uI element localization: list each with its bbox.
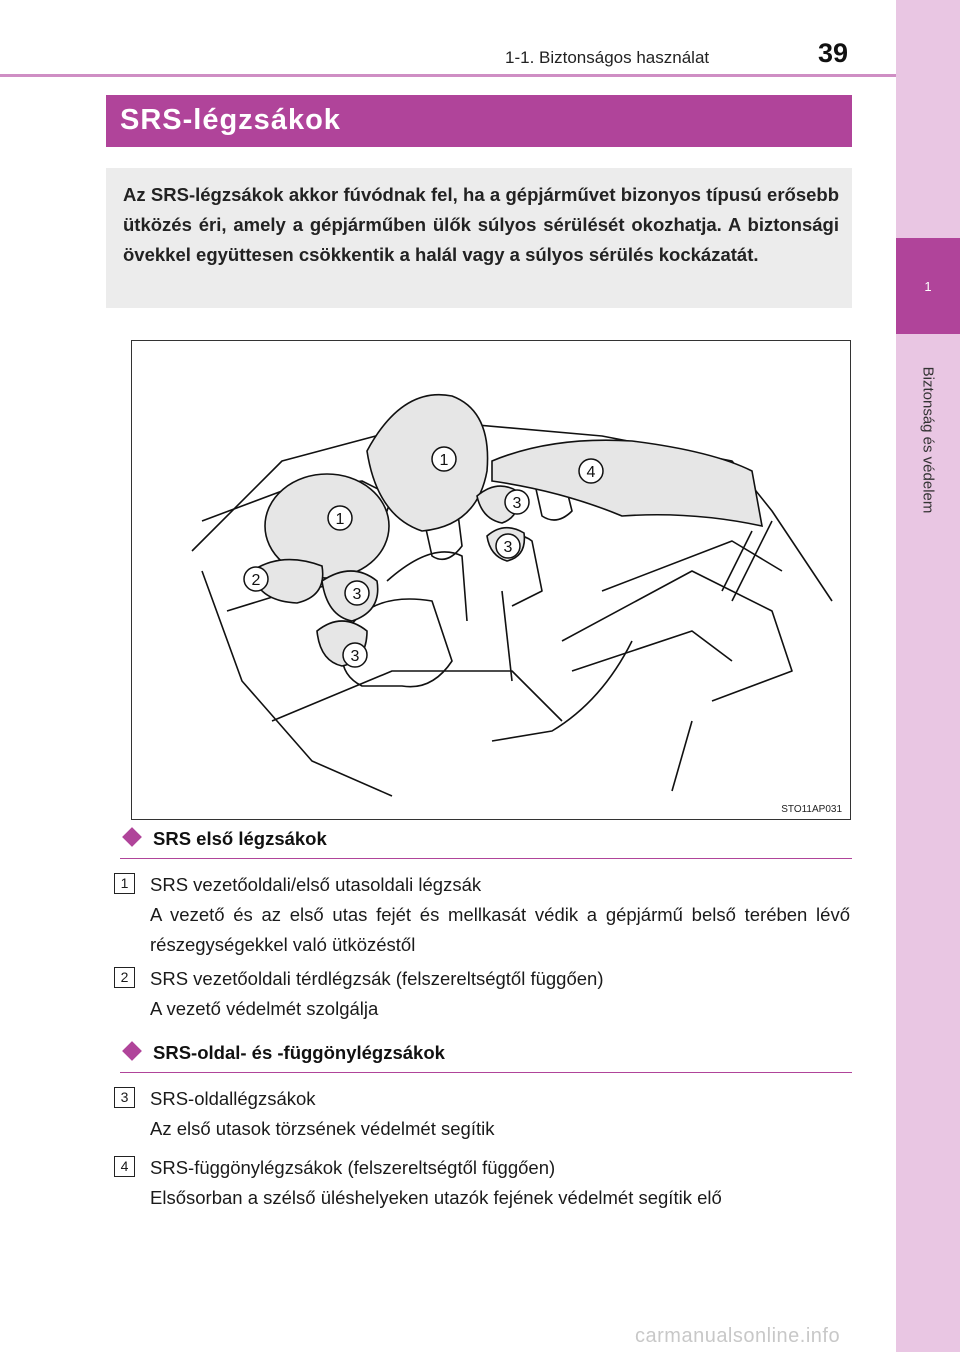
item-title: SRS vezetőoldali térdlégzsák (felszereltségtől függően) [150, 968, 604, 989]
airbag-illustration [131, 340, 851, 820]
section-divider [120, 1072, 852, 1073]
side-tab-strip [896, 0, 960, 1352]
callout-3-right-upper [505, 490, 529, 514]
section-heading-front-airbags [122, 828, 327, 850]
item-description: Az első utasok törzsének védelmét segítik [150, 1118, 495, 1139]
list-item [150, 1084, 850, 1144]
callout-3-left-lower [343, 643, 367, 667]
item-description: Elsősorban a szélső üléshelyeken utazók fejének védelmét segítik elő [150, 1187, 722, 1208]
item-number-badge: 3 [114, 1087, 135, 1108]
item-description: A vezető védelmét szolgálja [150, 998, 379, 1019]
callout-label: 2 [251, 572, 261, 589]
intro-text: Az SRS-légzsákok akkor fúvódnak fel, ha a gépjárművet bizonyos típusú erősebb ütközés éri, amely a gépjárműben ülők súlyos sérülését okozhatja. A biztonsági övekkel együttesen csökkentik a halál vagy a súlyos sérülés kockázatát. [123, 184, 839, 265]
watermark: carmanualsonline.info [635, 1325, 841, 1347]
item-number-badge: 4 [114, 1156, 135, 1177]
section-heading-text: SRS-oldal- és -függönylégzsákok [153, 1042, 445, 1063]
callout-label: 3 [512, 495, 522, 512]
header-divider [0, 74, 896, 77]
diamond-bullet-icon [122, 1041, 142, 1061]
intro-box [106, 168, 852, 308]
callout-label: 4 [586, 464, 596, 481]
car-interior-drawing [132, 341, 852, 821]
callout-label: 3 [503, 539, 513, 556]
callout-2 [244, 567, 268, 591]
callout-label: 1 [335, 511, 345, 528]
chapter-number-tab [896, 238, 960, 334]
chapter-number: 1 [924, 278, 932, 294]
page-number: 39 [818, 38, 849, 68]
item-number-badge: 2 [114, 967, 135, 988]
list-item [150, 870, 850, 960]
chapter-title-vertical: Biztonság és védelem [919, 366, 937, 514]
callout-1-passenger [432, 447, 456, 471]
section-heading-side-curtain-airbags [122, 1042, 445, 1064]
page-title: SRS-légzsákok [120, 104, 341, 136]
list-item [150, 964, 850, 1024]
diamond-bullet-icon [122, 827, 142, 847]
item-number-badge: 1 [114, 873, 135, 894]
callout-label: 1 [439, 452, 449, 469]
item-description: A vezető és az első utas fejét és mellkasát védik a gépjármű belső terében lévő részegységekkel való ütközéstől [150, 904, 850, 955]
title-bar [106, 95, 852, 147]
list-item [150, 1153, 850, 1213]
section-path: 1-1. Biztonságos használat [505, 48, 710, 67]
item-title: SRS vezetőoldali/első utasoldali légzsák [150, 874, 482, 895]
callout-3-right-lower [496, 534, 520, 558]
callout-label: 3 [350, 648, 360, 665]
callout-4 [579, 459, 603, 483]
item-title: SRS-oldallégzsákok [150, 1088, 316, 1109]
callout-1-driver [328, 506, 352, 530]
callout-3-left-upper [345, 581, 369, 605]
figure-code: STO11AP031 [781, 804, 842, 815]
item-title: SRS-függönylégzsákok (felszereltségtől függően) [150, 1157, 556, 1178]
section-heading-text: SRS első légzsákok [153, 828, 327, 849]
section-divider [120, 858, 852, 859]
callout-label: 3 [352, 586, 362, 603]
